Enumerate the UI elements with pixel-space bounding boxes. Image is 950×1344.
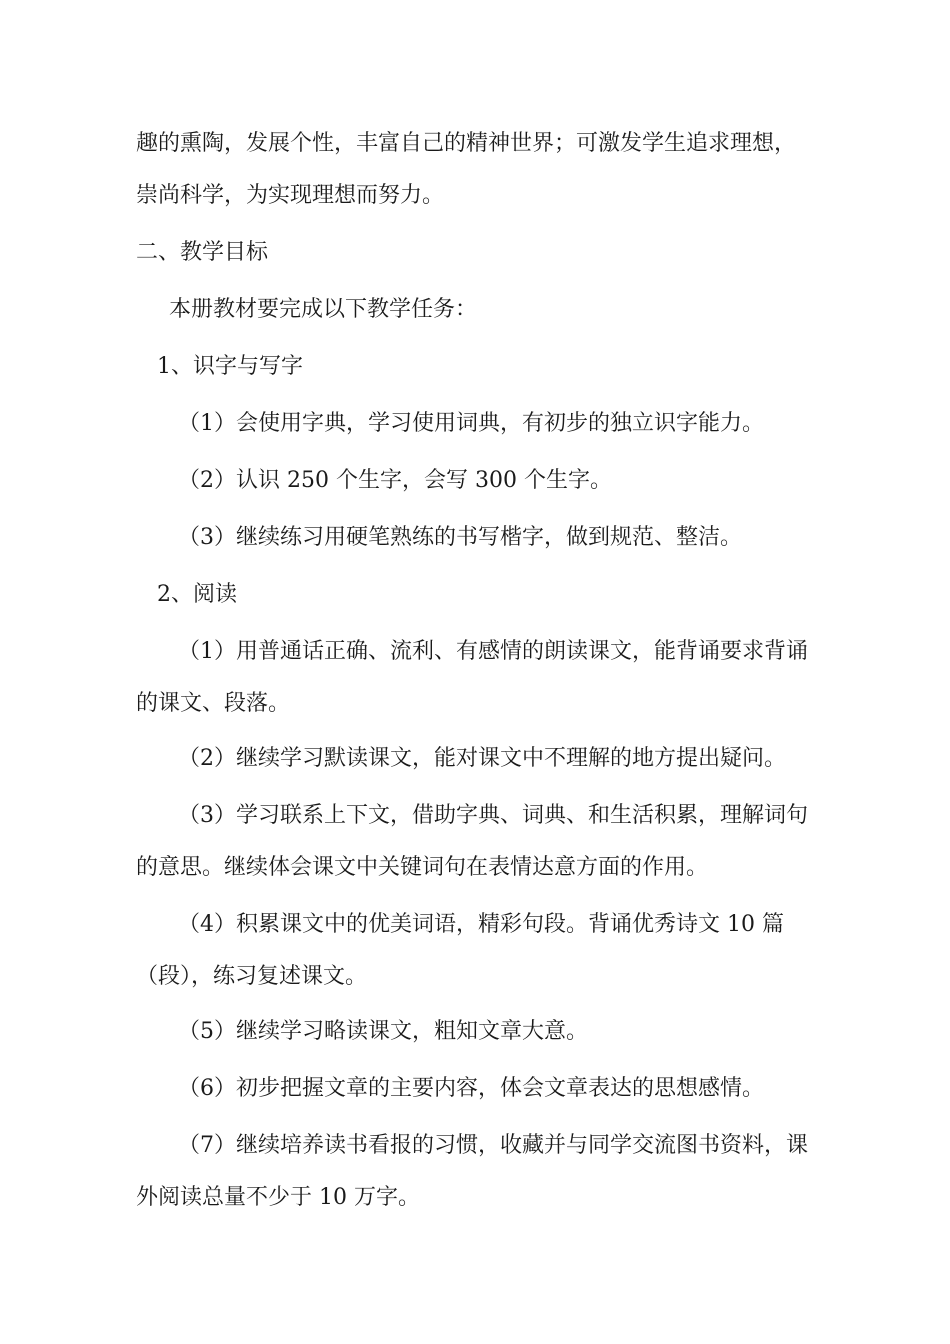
list-item: （1）用普通话正确、流利、有感情的朗读课文，能背诵要求背诵 [178,639,808,664]
list-item: （4）积累课文中的优美词语，精彩句段。背诵优秀诗文 10 篇 [178,912,784,937]
list-item: （2）继续学习默读课文，能对课文中不理解的地方提出疑问。 [178,746,786,771]
list-item-continuation: 的意思。继续体会课文中关键词句在表情达意方面的作用。 [136,855,709,880]
list-item: （2）认识 250 个生字，会写 300 个生字。 [178,468,612,493]
text-line: 崇尚科学，为实现理想而努力。 [136,183,445,208]
section-heading: 二、教学目标 [136,240,269,265]
list-item: （3）学习联系上下文，借助字典、词典、和生活积累，理解词句 [178,803,808,828]
subsection-heading: 1、识字与写字 [157,354,303,379]
text-line: 本册教材要完成以下教学任务： [169,297,478,322]
list-item: （6）初步把握文章的主要内容，体会文章表达的思想感情。 [178,1076,764,1101]
list-item-continuation: 外阅读总量不少于 10 万字。 [136,1185,420,1210]
list-item: （5）继续学习略读课文，粗知文章大意。 [178,1019,588,1044]
text-line: 趣的熏陶，发展个性，丰富自己的精神世界；可激发学生追求理想， [136,131,797,156]
list-item-continuation: 的课文、段落。 [136,691,291,716]
list-item: （7）继续培养读书看报的习惯，收藏并与同学交流图书资料，课 [178,1133,808,1158]
list-item: （3）继续练习用硬笔熟练的书写楷字，做到规范、整洁。 [178,525,742,550]
subsection-heading: 2、阅读 [157,582,237,607]
list-item: （1）会使用字典，学习使用词典，有初步的独立识字能力。 [178,411,764,436]
list-item-continuation: （段），练习复述课文。 [136,964,368,989]
